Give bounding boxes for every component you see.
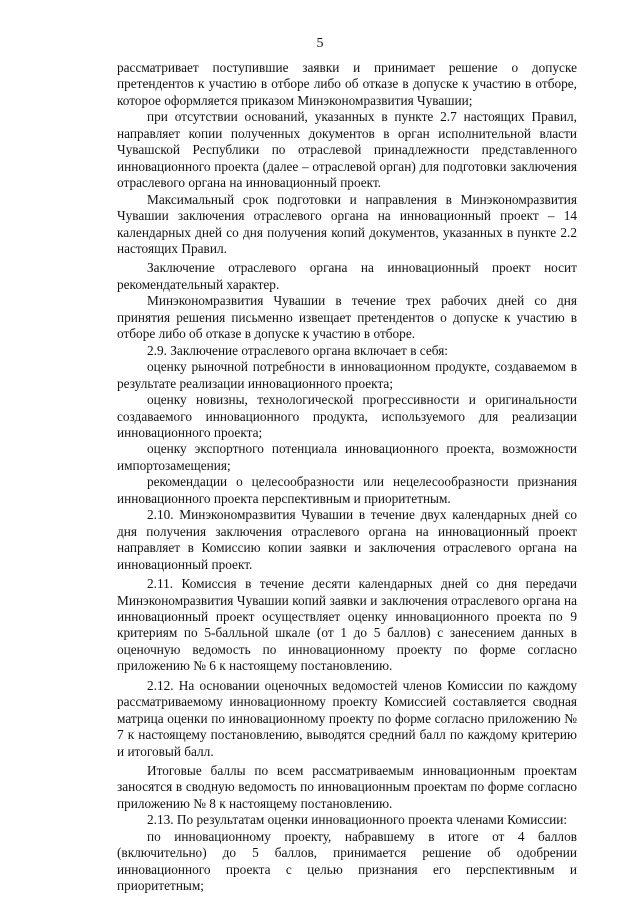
paragraph-final-scores: Итоговые баллы по всем рассматриваемым инновационным проектам заносятся в сводную ведомость по инновационным проектам по форме согласно приложению № 8 к настоящему постановлению. (117, 763, 577, 811)
paragraph-continuation: рассматривает поступившие заявки и принимает решение о допуске претендентов к участию в отборе либо об отказе в допуске к участию в отборе, которое оформляется приказом Минэкономразвития Чувашии; (117, 60, 577, 108)
paragraph-2-10: 2.10. Минэкономразвития Чувашии в течение двух календарных дней со дня получения заключения отраслевого органа на инновационный проект направляет в Комиссию копии заявки и заключения отраслевого органа на инновационный проект. (117, 507, 577, 572)
paragraph-advisory-nature: Заключение отраслевого органа на инновационный проект носит рекомендательный характер. (117, 260, 577, 292)
paragraph-novelty: оценку новизны, технологической прогрессивности и оригинальности создаваемого инновационного продукта, используемого для реализации инновационного проекта; (117, 392, 577, 440)
page-number: 5 (316, 36, 324, 51)
paragraph-export: оценку экспортного потенциала инновационного проекта, возможности импортозамещения; (117, 441, 577, 473)
paragraph-2-12: 2.12. На основании оценочных ведомостей членов Комиссии по каждому рассматриваемому инновационному проекту Комиссией составляется сводная матрица оценки по инновационному проекту по форме согласно приложению № 7 к настоящему постановлению, выводятся средний балл по каждому критерию и итоговый балл. (117, 677, 577, 759)
paragraph-2-11: 2.11. Комиссия в течение десяти календарных дней со дня передачи Минэкономразвития Чувашии копий заявки и заключения отраслевого органа на инновационный проект осуществляет оценку инновационного проекта по 9 критериям по 5-балльной шкале (от 1 до 5 баллов) с занесением данных в оценочную ведомость по инновационному проекту по форме согласно приложению № 6 к настоящему постановлению. (117, 576, 577, 674)
document-body (117, 60, 577, 895)
paragraph-2-9: 2.9. Заключение отраслевого органа включает в себя: (147, 342, 449, 358)
paragraph-approval: по инновационному проекту, набравшему в итоге от 4 баллов (включительно) до 5 баллов, принимается решение об одобрении инновационного проекта с целью признания его перспективным и приоритетным; (117, 828, 577, 894)
paragraph-max-term: Максимальный срок подготовки и направления в Минэкономразвития Чувашии заключения отраслевого органа на инновационный проект – 14 календарных дней со дня получения копий документов, указанных в пункте 2.2 настоящих Правил. (117, 191, 577, 256)
paragraph-recommendations: рекомендации о целесообразности или нецелесообразности признания инновационного проекта перспективным и приоритетным. (117, 474, 577, 506)
paragraph-no-grounds: при отсутствии оснований, указанных в пункте 2.7 настоящих Правил, направляет копии полученных документов в орган исполнительной власти Чувашской Республики по отраслевой принадлежности представленного инновационного проекта (далее – отраслевой орган) для подготовки заключения отраслевого органа на инновационный проект. (117, 109, 577, 191)
paragraph-2-13: 2.13. По результатам оценки инновационного проекта членами Комиссии: (147, 812, 568, 828)
paragraph-market-need: оценку рыночной потребности в инновационном продукте, создаваемом в результате реализации инновационного проекта; (117, 359, 577, 391)
paragraph-notification: Минэкономразвития Чувашии в течение трех рабочих дней со дня принятия решения письменно извещает претендентов о допуске к участию в отборе либо об отказе в допуске к участию в отборе. (117, 293, 577, 342)
